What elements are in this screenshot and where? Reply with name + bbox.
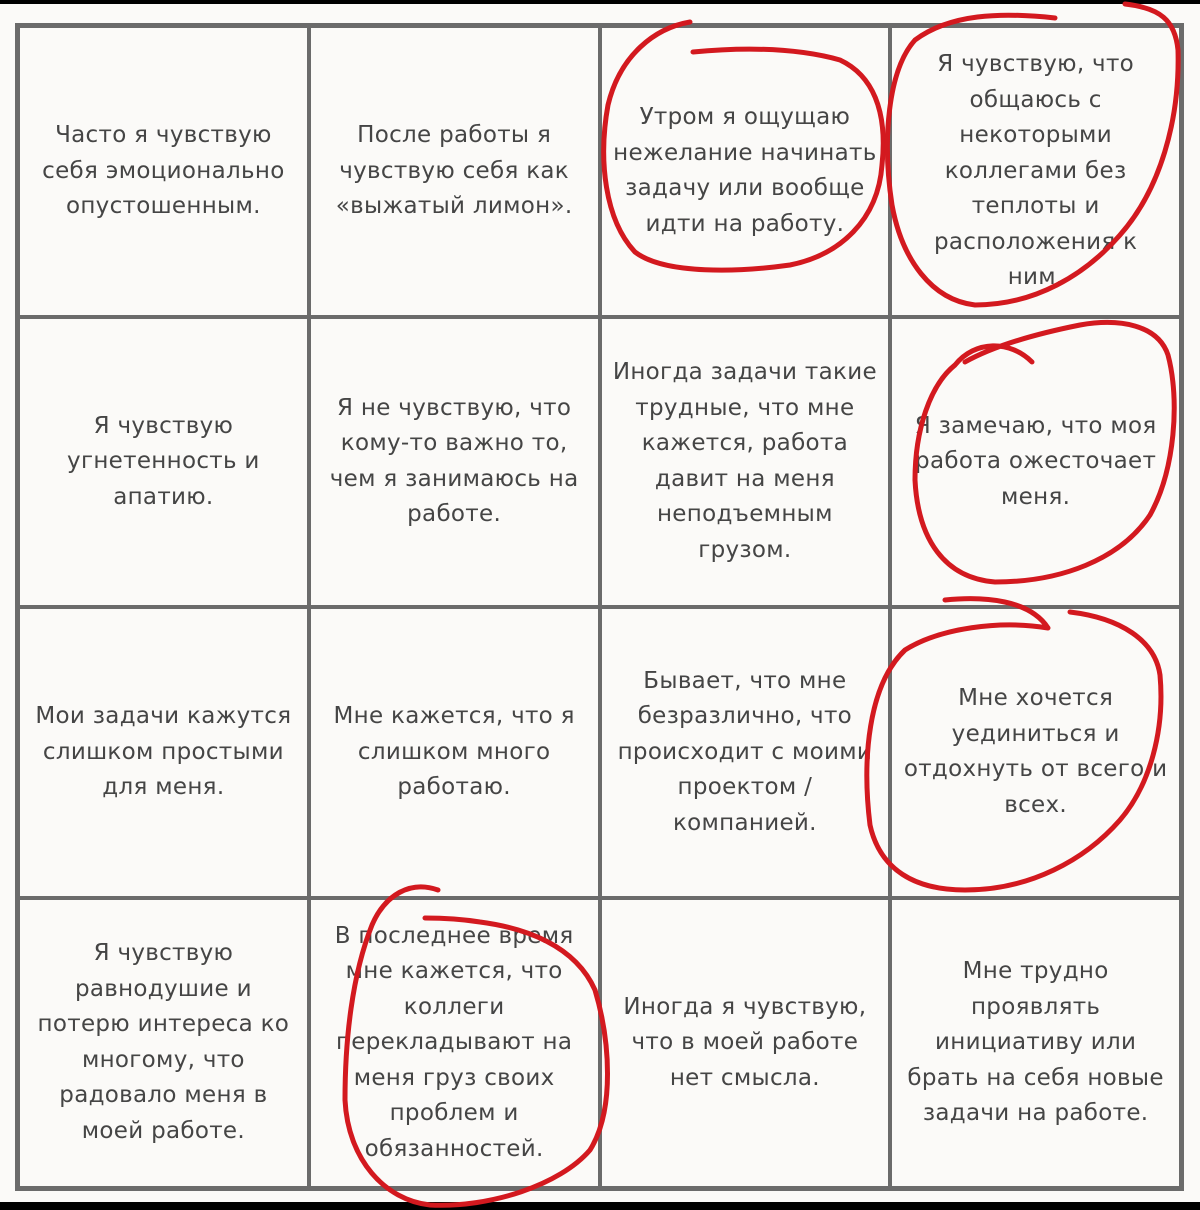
statement-cell [18,317,309,608]
statement-cell [309,317,600,608]
statement-text: Иногда я чувствую, что в моей работе нет смысла. [623,993,867,1091]
statement-cell [890,898,1181,1189]
statement-text: Часто я чувствую себя эмоционально опустошенным. [42,122,285,219]
statement-cell [600,898,891,1189]
statement-text: Бывает, что мне безразлично, что происходит с моими проектом / компанией. [617,667,873,836]
statement-cell-circled [309,898,600,1189]
statement-text: Мне трудно проявлять инициативу или брать на себя новые задачи на работе. [907,958,1164,1126]
statement-cell [18,607,309,898]
statement-text: После работы я чувствую себя как «выжатый лимон». [335,122,573,219]
page [0,4,1200,1202]
statement-text: Мне хочется уединиться и отдохнуть от всего и всех. [903,685,1168,818]
statement-text: Я замечаю, что моя работа ожесточает меня. [914,412,1157,510]
statement-cell [309,607,600,898]
statement-cell-circled [890,607,1181,898]
statement-cell [18,26,309,317]
statement-text: В последнее время мне кажется, что коллеги перекладывают на меня груз своих проблем и обязанностей. [334,922,574,1162]
statement-cell-circled [600,26,891,317]
statement-cell-circled [890,26,1181,317]
statement-text: Я чувствую равнодушие и потерю интереса ко многому, что радовало меня в моей работе. [37,940,290,1144]
statement-cell-circled [890,317,1181,608]
statement-text: Я не чувствую, что кому-то важно то, чем я занимаюсь на работе. [329,394,579,528]
statement-grid [15,23,1184,1191]
statement-text: Утром я ощущаю нежелание начинать задачу или вообще идти на работу. [613,104,877,237]
statement-cell [18,898,309,1189]
statement-cell [600,607,891,898]
statement-text: Я чувствую, что общаюсь с некоторыми коллегами без теплоты и расположения к ним. [933,51,1138,290]
statement-cell [309,26,600,317]
statement-cell [600,317,891,608]
statement-text: Я чувствую угнетенность и апатию. [67,412,260,510]
statement-text: Иногда задачи такие трудные, что мне кажется, работа давит на меня неподъемным грузом. [612,359,877,563]
statement-text: Мои задачи кажутся слишком простыми для меня. [35,703,292,800]
statement-text: Мне кажется, что я слишком много работаю. [333,703,575,800]
